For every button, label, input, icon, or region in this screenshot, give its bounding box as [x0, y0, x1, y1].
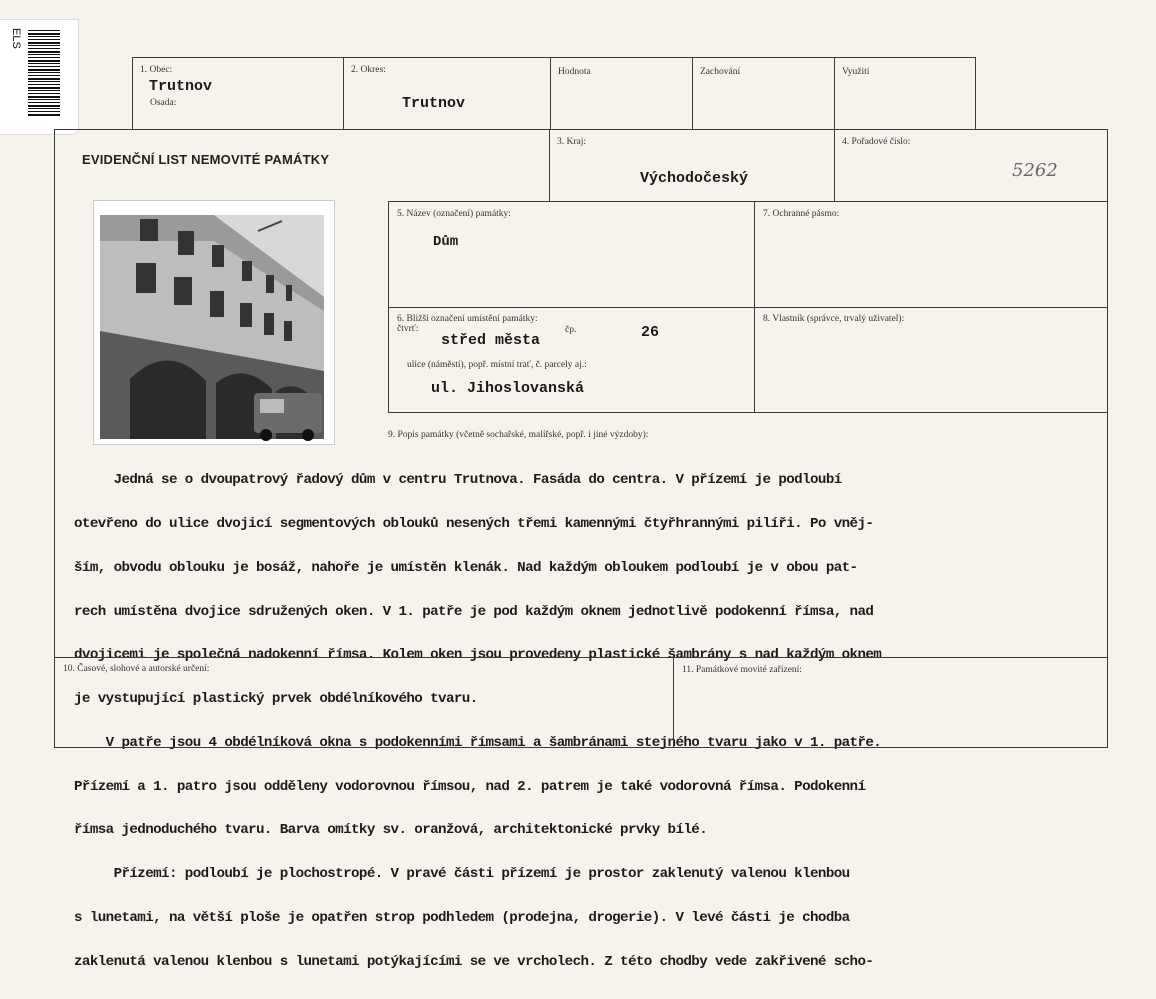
kraj-label: 3. Kraj: [557, 137, 587, 147]
nazev-box [388, 201, 755, 308]
building-photo [94, 201, 334, 444]
popis-line: V patře jsou 4 obdélníková okna s podokenními římsami a šambránami stejného tvaru jako v 1. patře. [74, 734, 882, 751]
popis-line: Přízemí a 1. patro jsou odděleny vodorovnou římsou, nad 2. patrem je také vodorovná římsa. Podokenní [74, 778, 866, 795]
vlastnik-box [754, 307, 1108, 413]
popis-line: s lunetami, na větší ploše je opatřen strop podhledem (prodejna, drogerie). V levé části je chodba [74, 910, 850, 926]
obec-value: Trutnov [149, 78, 213, 95]
poradove-box [834, 129, 1108, 202]
ctvrt-label: čtvrť: [397, 324, 419, 334]
popis-line: Přízemí: podloubí je plochostropé. V pravé části přízemí je prostor zaklenutý valenou klenbou [74, 866, 850, 883]
urceni-box [54, 657, 674, 748]
popis-label: 9. Popis památky (včetně sochařské, malířské, popř. i jiné výzdoby): [388, 430, 649, 440]
cp-value: 26 [641, 324, 660, 341]
hodnota-box [550, 57, 693, 130]
popis-line: rech umístěna dvojice sdružených oken. V 1. patře je pod každým oknem jednotlivě podokenní římsa, nad [74, 603, 874, 620]
vyuziti-box [834, 57, 976, 130]
ochranne-label: 7. Ochranné pásmo: [763, 209, 840, 219]
kraj-value: Východočeský [640, 170, 749, 187]
okres-box [343, 57, 551, 130]
vlastnik-label: 8. Vlastník (správce, trvalý uživatel): [763, 314, 905, 324]
zachovani-box [692, 57, 835, 130]
okres-value: Trutnov [402, 95, 466, 112]
cp-label: čp. [565, 325, 577, 335]
kraj-box [549, 129, 835, 202]
zachovani-label: Zachování [700, 67, 741, 77]
popis-line: je vystupující plastický prvek obdélníkového tvaru. [74, 691, 478, 708]
popis-line: dvojicemi je společná nadokenní římsa. Kolem oken jsou provedeny plastické šambrány s nad každým oknem [74, 647, 882, 664]
nazev-label: 5. Název (označení) památky: [397, 209, 511, 219]
popis-line: Jedná se o dvoupatrový řadový dům v centru Trutnova. Fasáda do centra. V přízemí je podloubí [74, 472, 842, 489]
barcode-sticker [0, 20, 78, 134]
umisteni-box [388, 307, 755, 413]
ctvrt-value: střed města [441, 332, 541, 349]
popis-line: otevřeno do ulice dvojicí segmentových oblouků nesených třemi kamennými čtyřhrannými pilíři. Po vněj- [74, 515, 874, 532]
nazev-value: Dům [433, 234, 459, 250]
poradove-label: 4. Pořadové číslo: [842, 137, 911, 147]
barcode [28, 30, 60, 116]
ulice-value: ul. Jihoslovanská [431, 380, 585, 397]
umisteni-label: 6. Bližší označení umístění památky: [397, 314, 538, 324]
zarizeni-box [673, 657, 1108, 748]
okres-label: 2. Okres: [351, 65, 386, 75]
form-title: EVIDENČNÍ LIST NEMOVITÉ PAMÁTKY [82, 152, 330, 167]
ochranne-box [754, 201, 1108, 308]
zarizeni-label: 11. Památkové movité zařízení: [682, 665, 802, 675]
ulice-label: ulice (náměstí), popř. místní trať, č. parcely aj.: [407, 360, 587, 370]
osada-label: Osada: [150, 98, 177, 108]
popis-line: římsa jednoduchého tvaru. Barva omítky sv. oranžová, architektonické prvky bílé. [74, 822, 708, 839]
popis-line: zaklenutá valenou klenbou s lunetami potýkajícími se ve vrcholech. Z této chodby vede zakřivené scho- [74, 953, 874, 970]
urceni-label: 10. Časové, slohové a autorské určení: [63, 664, 210, 674]
poradove-value: 5262 [1012, 160, 1058, 181]
obec-box [132, 57, 344, 130]
popis-line: ším, obvodu oblouku je bosáž, nahoře je umístěn klenák. Nad každým obloukem podloubí je v obou pat- [74, 559, 858, 576]
vyuziti-label: Využití [842, 67, 870, 77]
sticker-label: ELS [10, 28, 22, 49]
hodnota-label: Hodnota [558, 67, 591, 77]
obec-label: 1. Obec: [140, 65, 173, 75]
